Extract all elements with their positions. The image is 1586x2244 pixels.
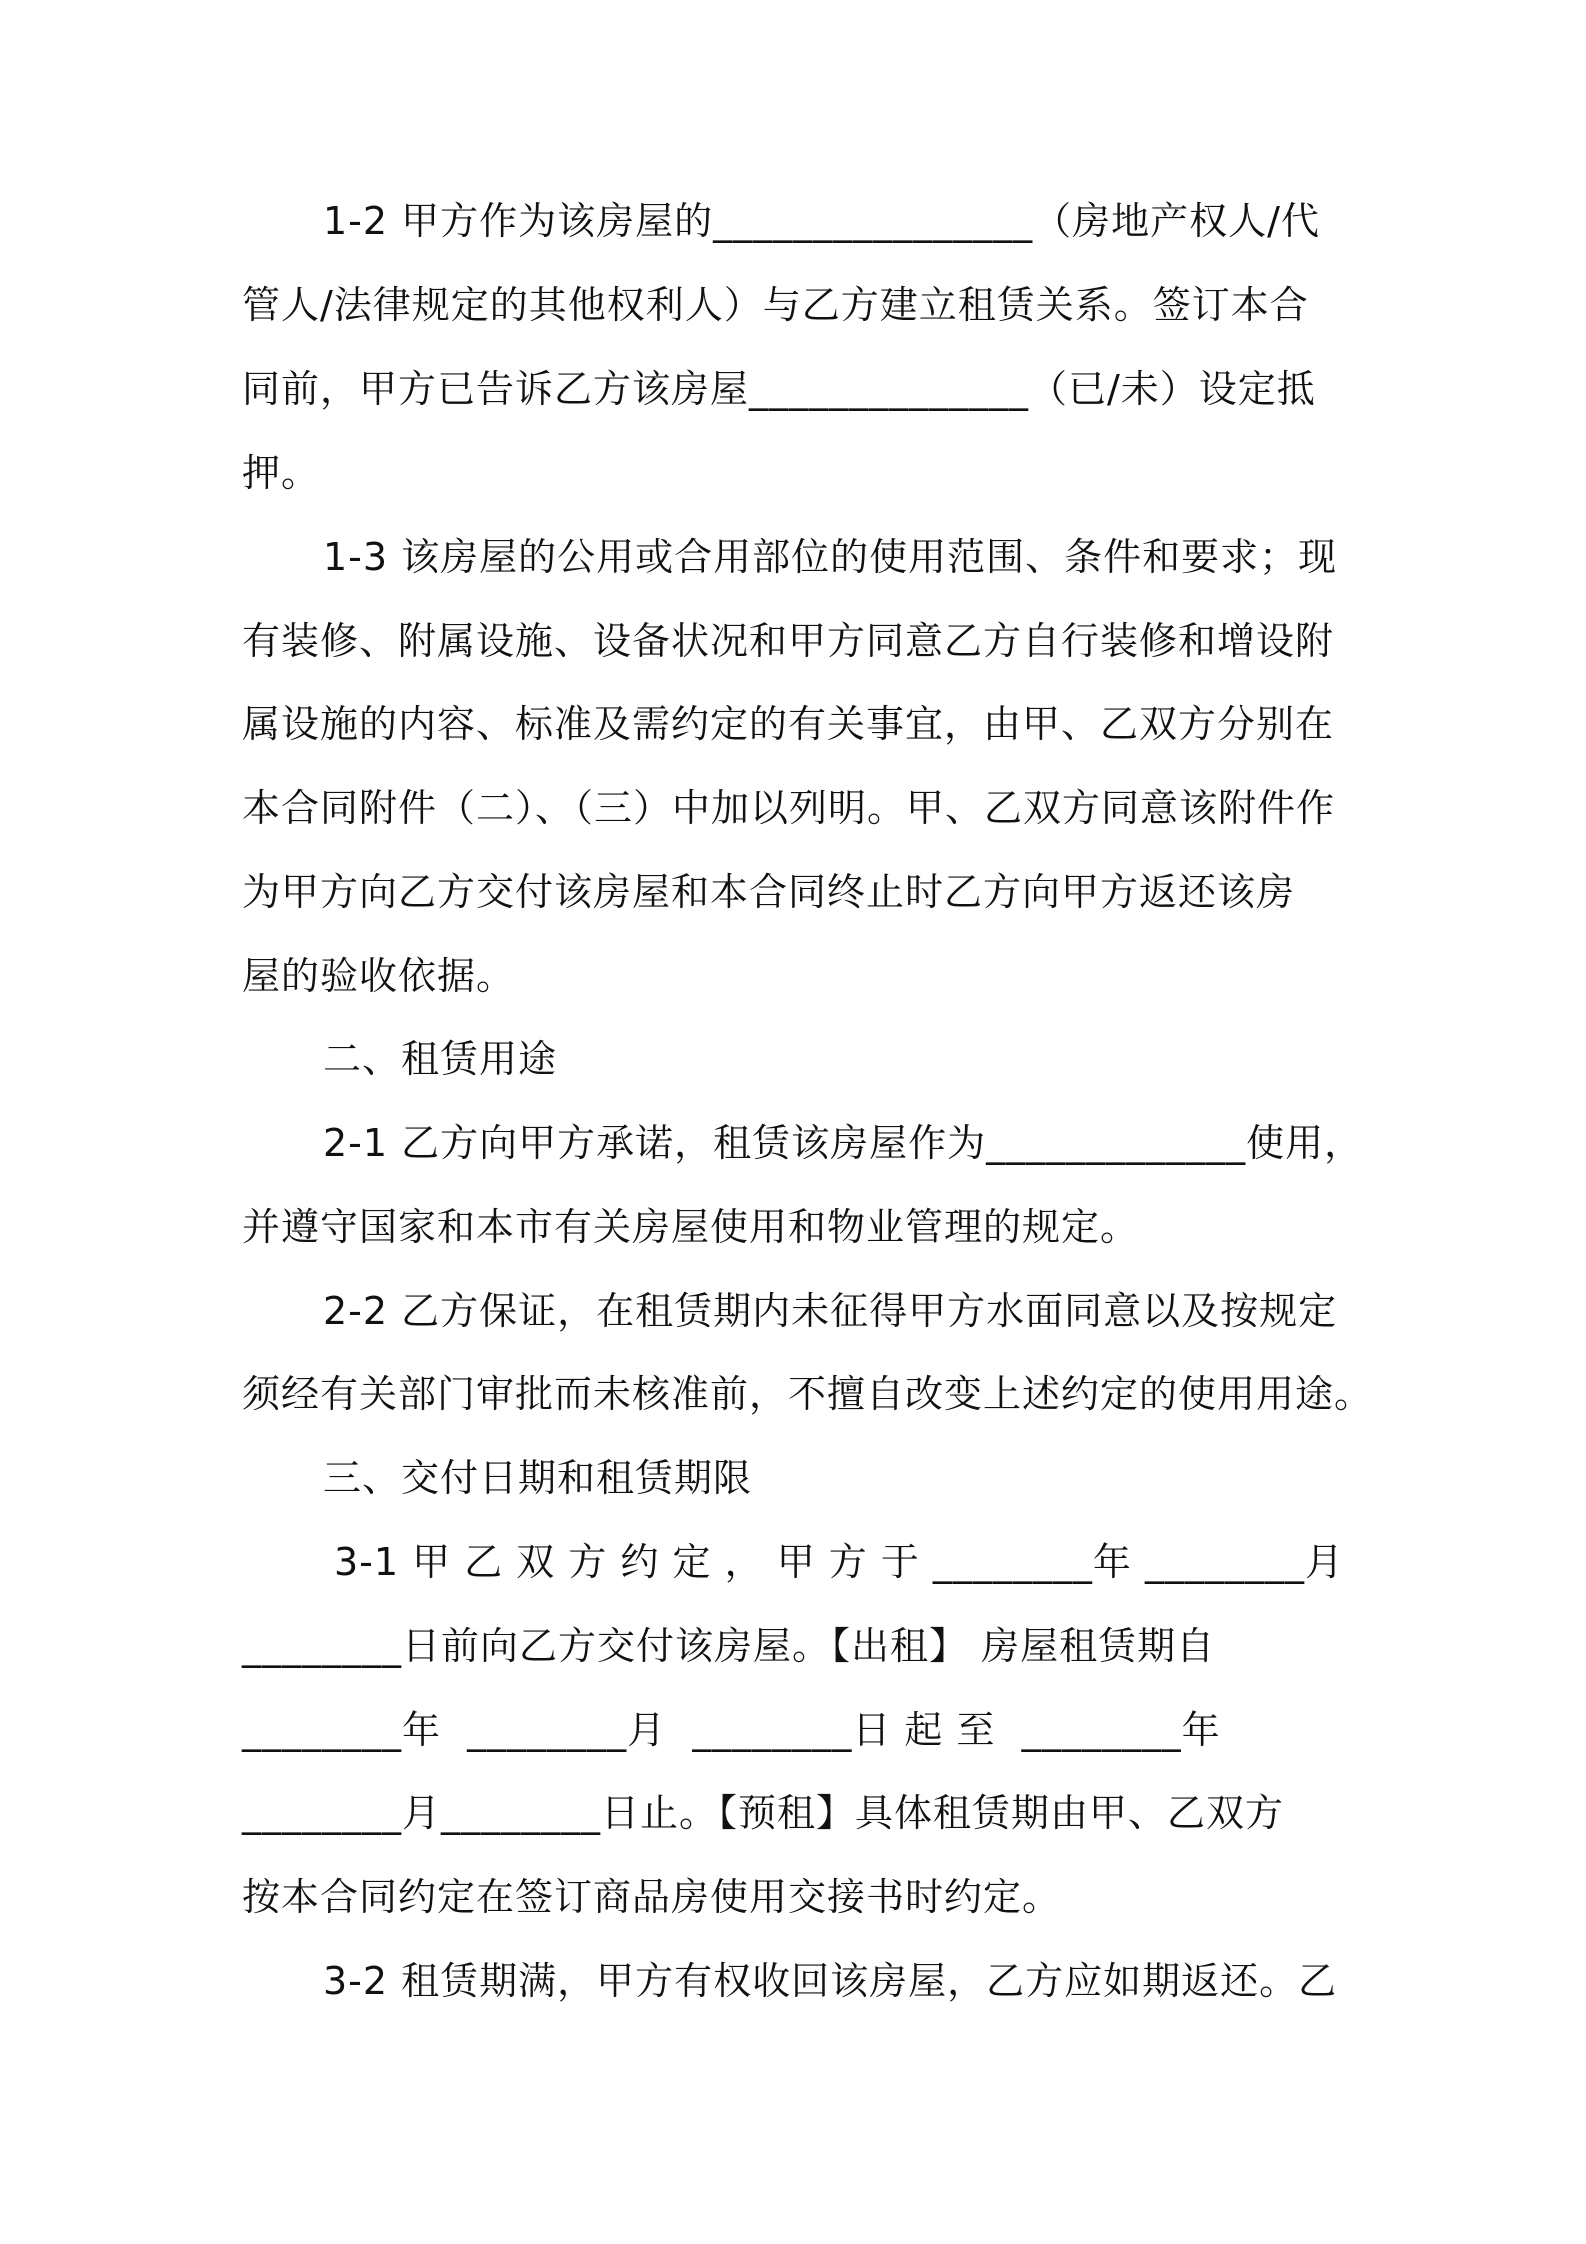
paragraph-2-1-line-1: 2-1 乙方向甲方承诺，租赁该房屋作为_____________使用， (323, 1121, 1364, 1165)
paragraph-3-1-line-1: 3-1 甲 乙 双 方 约 定 ， 甲 方 于 ________年 ________月 (334, 1540, 1345, 1584)
paragraph-3-1-line-3: ________年 ________月 ________日 起 至 ________年 (242, 1708, 1221, 1752)
paragraph-1-2-line-4: 押。 (242, 451, 321, 495)
paragraph-2-2-line-2: 须经有关部门审批而未核准前，不擅自改变上述约定的使用用途。 (242, 1372, 1374, 1416)
paragraph-1-3-line-3: 属设施的内容、标准及需约定的有关事宜，由甲、乙双方分别在 (242, 702, 1335, 746)
paragraph-3-2-line-1: 3-2 租赁期满，甲方有权收回该房屋，乙方应如期返还。乙 (323, 1959, 1338, 2003)
paragraph-1-3-line-1: 1-3 该房屋的公用或合用部位的使用范围、条件和要求；现 (323, 535, 1338, 579)
paragraph-1-3-line-2: 有装修、附属设施、设备状况和甲方同意乙方自行装修和增设附 (242, 619, 1335, 663)
paragraph-2-1-line-2: 并遵守国家和本市有关房屋使用和物业管理的规定。 (242, 1205, 1140, 1249)
paragraph-1-3-line-5: 为甲方向乙方交付该房屋和本合同终止时乙方向甲方返还该房 (242, 870, 1296, 914)
section-heading-2: 二、租赁用途 (323, 1037, 558, 1081)
paragraph-1-2-line-3: 同前，甲方已告诉乙方该房屋______________（已/未）设定抵 (242, 367, 1316, 411)
paragraph-3-1-line-4: ________月________日止。【预租】具体租赁期由甲、乙双方 (242, 1791, 1285, 1835)
section-heading-3: 三、交付日期和租赁期限 (323, 1456, 753, 1500)
paragraph-2-2-line-1: 2-2 乙方保证，在租赁期内未征得甲方水面同意以及按规定 (323, 1289, 1338, 1333)
paragraph-1-3-line-4: 本合同附件（二）、（三）中加以列明。甲、乙双方同意该附件作 (242, 786, 1336, 830)
paragraph-1-3-line-6: 屋的验收依据。 (242, 954, 516, 998)
paragraph-3-1-line-5: 按本合同约定在签订商品房使用交接书时约定。 (242, 1875, 1062, 1919)
paragraph-1-2-line-1: 1-2 甲方作为该房屋的________________（房地产权人/代 (323, 199, 1320, 243)
paragraph-3-1-line-2: ________日前向乙方交付该房屋。【出租】 房屋租赁期自 (242, 1624, 1216, 1668)
paragraph-1-2-line-2: 管人/法律规定的其他权利人）与乙方建立租赁关系。签订本合 (242, 283, 1309, 327)
